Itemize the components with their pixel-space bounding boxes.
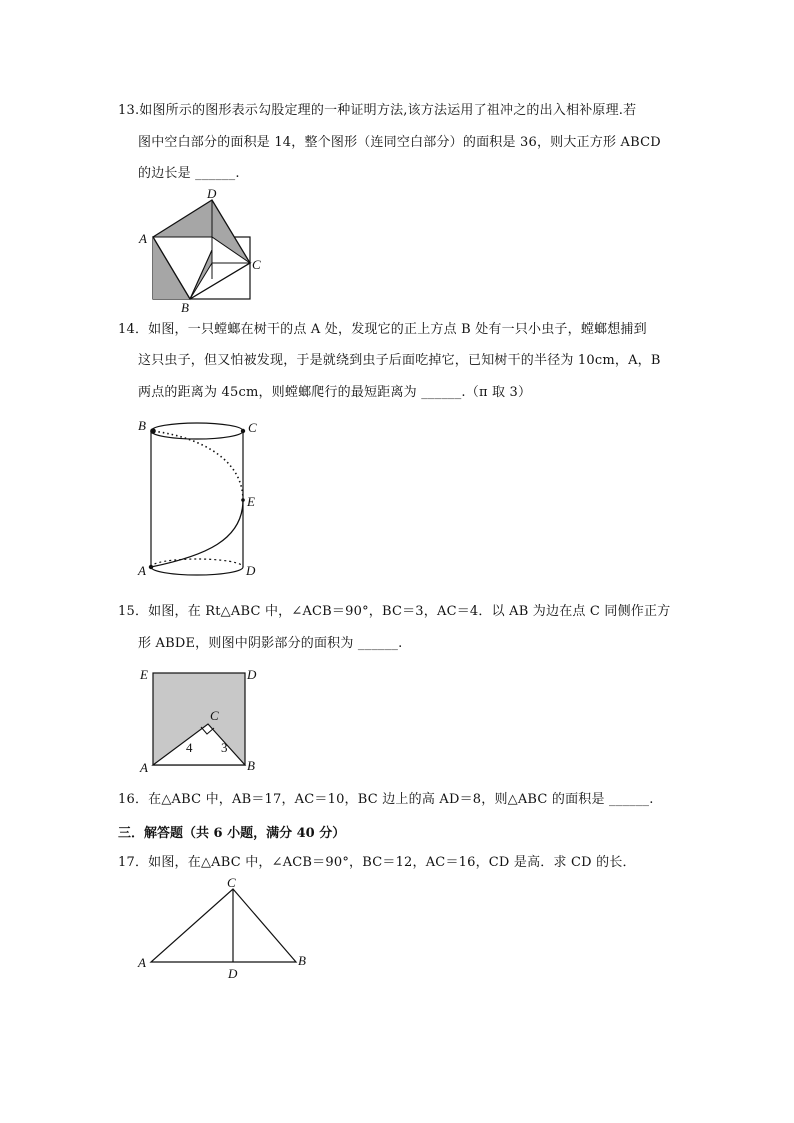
q13-label-b: B	[181, 300, 189, 315]
q14-path-back	[153, 431, 243, 500]
q14-point-c	[241, 429, 245, 433]
q14-top-ellipse	[151, 423, 243, 439]
q17-label-a: A	[138, 955, 146, 970]
q15-label-c: C	[210, 708, 219, 723]
q15-label-e: E	[140, 667, 148, 682]
q13-text-line3: 的边长是 ______.	[138, 166, 240, 181]
q14-label-a: A	[138, 563, 146, 578]
q13-label-d: D	[207, 186, 217, 201]
section-heading-answers: 三．解答题（共 6 小题，满分 40 分）	[118, 826, 346, 841]
q15-text-line2: 形 ABDE，则图中阴影部分的面积为 ______.	[138, 636, 403, 651]
q13-figure-square-proof	[135, 186, 265, 314]
q14-bottom-back-arc	[151, 559, 243, 567]
q13-label-a: A	[139, 231, 147, 246]
q14-point-a	[149, 565, 153, 569]
q14-label-c: C	[248, 420, 257, 435]
q14-path-front	[151, 500, 243, 567]
q13-label-c: C	[252, 257, 261, 272]
q14-text-line2: 这只虫子，但又怕被发现，于是就绕到虫子后面吃掉它，已知树干的半径为 10cm，A，B	[138, 353, 661, 368]
q17-label-d: D	[228, 966, 238, 981]
q14-text-line3: 两点的距离为 45cm，则螳螂爬行的最短距离为 ______.（π 取 3）	[138, 385, 532, 400]
q14-label-d: D	[246, 563, 256, 578]
q14-bottom-front-arc	[151, 567, 243, 575]
q14-point-b	[150, 428, 156, 434]
q16-text-line1: 16．在△ABC 中，AB＝17，AC＝10，BC 边上的高 AD＝8，则△ABC 的面积是 ______.	[118, 792, 654, 807]
q14-point-e	[241, 498, 245, 502]
q17-label-c: C	[227, 875, 236, 890]
q15-label-a: A	[140, 760, 148, 775]
q14-figure-cylinder	[135, 412, 265, 582]
q13-text-line2: 图中空白部分的面积是 14，整个图形（连同空白部分）的面积是 36，则大正方形 ABCD	[138, 135, 661, 150]
q15-figure-square-abde	[135, 660, 265, 775]
q15-side-ac-length: 4	[186, 740, 193, 755]
q15-label-b: B	[247, 758, 255, 773]
q17-label-b: B	[298, 953, 306, 968]
q17-triangle-abc	[151, 889, 296, 962]
q15-label-d: D	[247, 667, 257, 682]
q14-label-b: B	[138, 418, 146, 433]
q14-text-line1: 14．如图，一只螳螂在树干的点 A 处，发现它的正上方点 B 处有一只小虫子，螳螂想捕到	[118, 322, 647, 337]
q17-figure-triangle	[135, 873, 315, 983]
q13-text-line1: 13.如图所示的图形表示勾股定理的一种证明方法,该方法运用了祖冲之的出入相补原理.若	[118, 103, 637, 118]
q14-label-e: E	[247, 494, 255, 509]
q17-text-line1: 17．如图，在△ABC 中，∠ACB＝90°，BC＝12，AC＝16，CD 是高．求 CD 的长．	[118, 855, 636, 870]
q15-text-line1: 15．如图，在 Rt△ABC 中，∠ACB＝90°，BC＝3，AC＝4．以 AB 为边在点 C 同侧作正方	[118, 604, 671, 619]
q15-side-bc-length: 3	[221, 740, 228, 755]
